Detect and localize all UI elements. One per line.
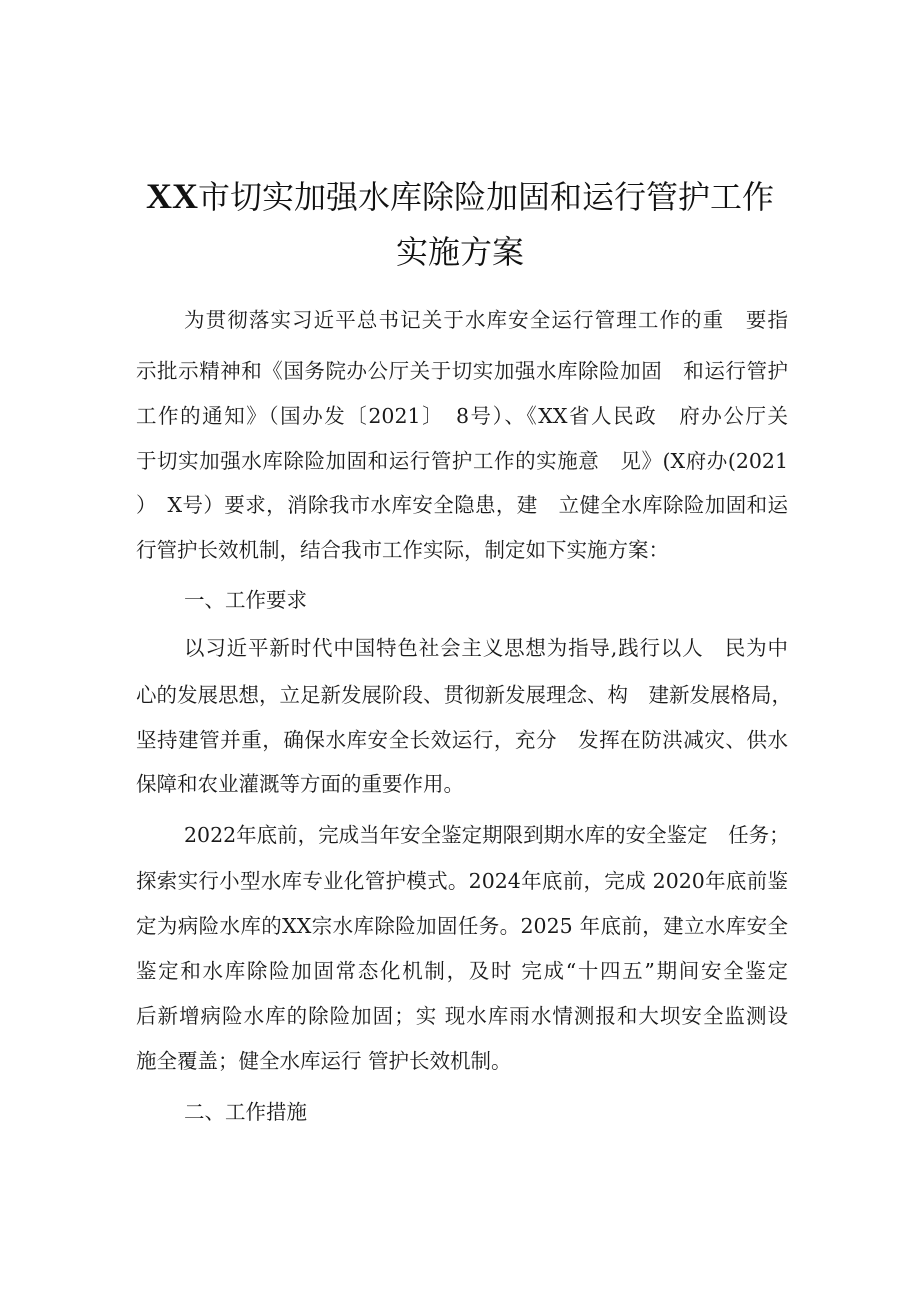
paragraph-line: 行管护长效机制，结合我市工作实际，制定如下实施方案： — [136, 538, 669, 562]
paragraph-line: 心的发展思想，立足新发展阶段、贯彻新发展理念、构 建新发展格局， — [136, 683, 792, 707]
paragraph-line: 保障和农业灌溉等方面的重要作用。 — [136, 772, 464, 796]
title-prefix: XX — [145, 176, 198, 216]
paragraph-line: 示批示精神和《国务院办公厅关于切实加强水库除险加固 和运行管护 — [136, 359, 788, 383]
paragraph-line: 2022年底前，完成当年安全鉴定期限到期水库的安全鉴定 任务； — [184, 823, 790, 847]
paragraph-line: 鉴定和水库除险加固常态化机制，及时 完成“十四五”期间安全鉴定 — [136, 959, 788, 983]
section-heading: 二、工作措施 — [184, 1100, 307, 1124]
section-heading: 一、工作要求 — [184, 588, 307, 612]
title-text: 市切实加强水库除险加固和运行管护工作 — [197, 178, 774, 216]
paragraph-line: 为贯彻落实习近平总书记关于水库安全运行管理工作的重 要指 — [184, 308, 788, 332]
paragraph-line: 坚持建管并重，确保水库安全长效运行，充分 发挥在防洪减灾、供水 — [136, 728, 788, 752]
paragraph-line: 后新增病险水库的除险加固；实 现水库雨水情测报和大坝安全监测设 — [136, 1004, 788, 1028]
document-title-line-1 — [100, 176, 820, 217]
document-title-line-2: 实施方案 — [395, 233, 524, 271]
paragraph-line: 施全覆盖；健全水库运行 管护长效机制。 — [136, 1049, 512, 1073]
paragraph-line: 探索实行小型水库专业化管护模式。2024年底前，完成 2020年底前鉴 — [136, 869, 788, 893]
paragraph-line: 以习近平新时代中国特色社会主义思想为指导,践行以人 民为中 — [184, 636, 788, 660]
paragraph-line: 工作的通知》（国办发〔2021〕 8号）、《XX省人民政 府办公厅关 — [136, 404, 788, 428]
paragraph-line: ） X号）要求，消除我市水库安全隐患，建 立健全水库除险加固和运 — [136, 493, 788, 517]
paragraph-line: 定为病险水库的XX宗水库除险加固任务。2025 年底前，建立水库安全 — [136, 914, 788, 938]
paragraph-line: 于切实加强水库除险加固和运行管护工作的实施意 见》(X府办(2021 — [136, 449, 788, 473]
